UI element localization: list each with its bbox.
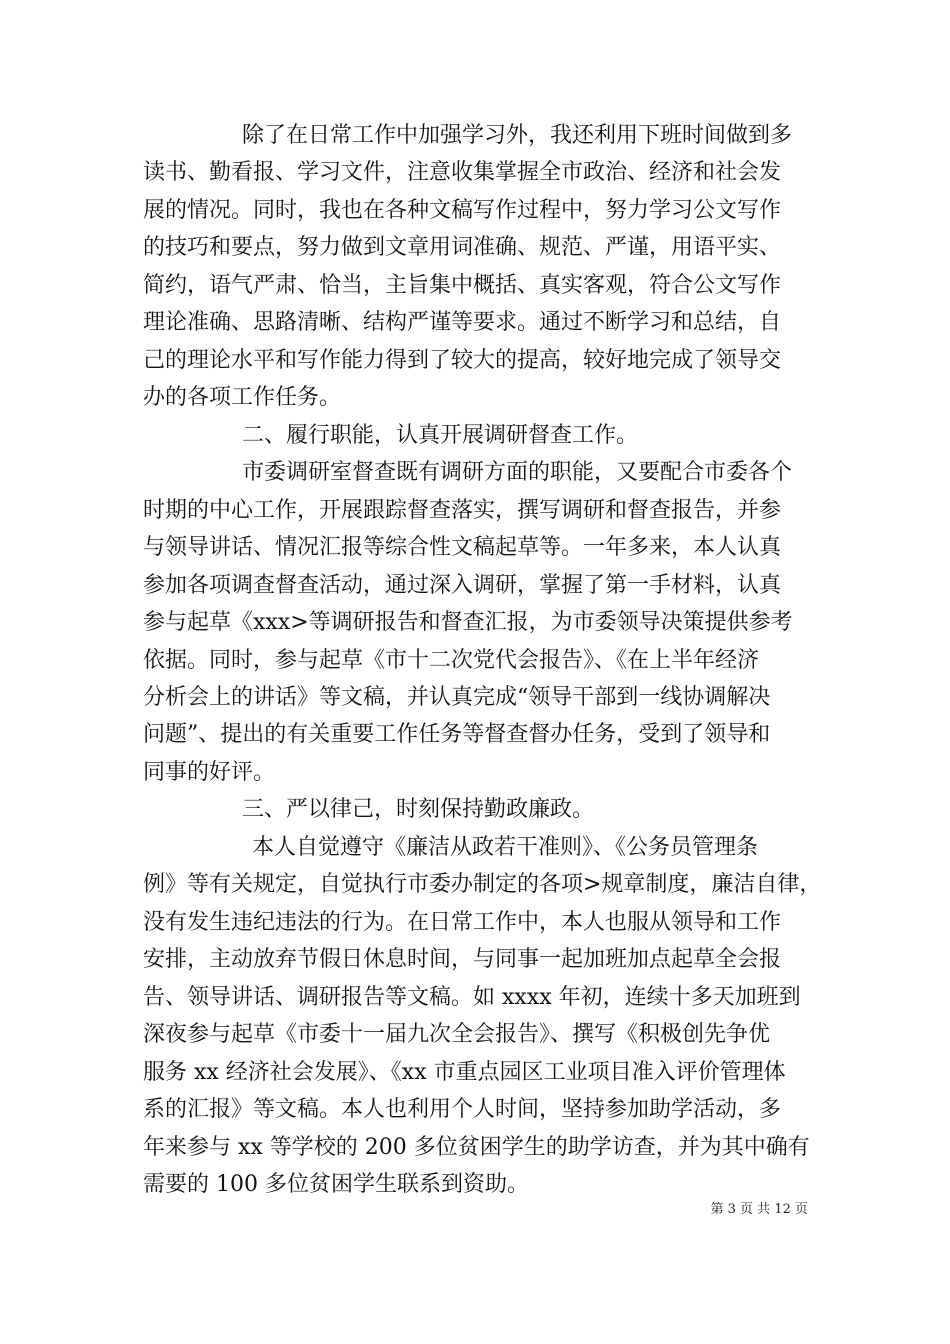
paragraph-2-line-2: 时期的中心工作，开展跟踪督查落实，撰写调研和督查报告，并参 [143, 498, 782, 523]
paragraph-3-line-1: 本人自觉遵守《廉洁从政若干准则》、《公务员管理条 [252, 835, 759, 860]
paragraph-1-line-5: 简约，语气严肃、恰当，主旨集中概括、真实客观，符合公文写作 [143, 273, 782, 298]
paragraph-2-line-4: 参加各项调查督查活动，通过深入调研，掌握了第一手材料，认真 [143, 573, 782, 598]
paragraph-3-line-9: 年来参与 xx 等学校的 200 多位贫困学生的助学访查，并为其中确有 [143, 1135, 810, 1160]
paragraph-1-line-1: 除了在日常工作中加强学习外，我还利用下班时间做到多 [242, 123, 793, 148]
paragraph-2-line-3: 与领导讲话、情况汇报等综合性文稿起草等。一年多来，本人认真 [143, 535, 782, 560]
paragraph-3-line-10: 需要的 100 多位贫困学生联系到资助。 [143, 1172, 529, 1197]
paragraph-2-line-6: 依据。同时，参与起草《市十二次党代会报告》、《在上半年经济 [143, 648, 760, 673]
paragraph-3-line-4: 安排，主动放弃节假日休息时间，与同事一起加班加点起草全会报 [143, 947, 782, 972]
section-heading-2: 二、履行职能，认真开展调研督查工作。 [242, 423, 639, 448]
paragraph-3-line-7: 服务 xx 经济社会发展》、《xx 市重点园区工业项目准入评价管理体 [143, 1060, 786, 1085]
paragraph-1-line-3: 展的情况。同时，我也在各种文稿写作过程中，努力学习公文写作 [143, 198, 782, 223]
paragraph-3-line-5: 告、领导讲话、调研报告等文稿。如 xxxx 年初，连续十多天加班到 [143, 985, 801, 1010]
paragraph-2-line-8: 问题”、提出的有关重要工作任务等督查督办任务，受到了领导和 [143, 722, 771, 747]
paragraph-3-line-3: 没有发生违纪违法的行为。在日常工作中，本人也服从领导和工作 [143, 910, 782, 935]
page-number: 第 3 页 共 12 页 [710, 1202, 808, 1217]
paragraph-1-line-6: 理论准确、思路清晰、结构严谨等要求。通过不断学习和总结，自 [143, 310, 782, 335]
paragraph-2-line-1: 市委调研室督查既有调研方面的职能，又要配合市委各个 [242, 460, 793, 485]
paragraph-3-line-2: 例》等有关规定，自觉执行市委办制定的各项>规章制度，廉洁自律， [143, 872, 822, 897]
paragraph-1-line-4: 的技巧和要点，努力做到文章用词准确、规范、严谨，用语平实、 [143, 235, 782, 260]
paragraph-1-line-8: 办的各项工作任务。 [143, 385, 342, 410]
paragraph-1-line-7: 己的理论水平和写作能力得到了较大的提高，较好地完成了领导交 [143, 348, 782, 373]
paragraph-2-line-7: 分析会上的讲话》等文稿，并认真完成“领导干部到一线协调解决 [143, 685, 771, 710]
paragraph-3-line-8: 系的汇报》等文稿。本人也利用个人时间，坚持参加助学活动，多 [143, 1097, 782, 1122]
paragraph-3-line-6: 深夜参与起草《市委十一届九次全会报告》、撰写《积极创先争优 [143, 1022, 771, 1047]
paragraph-2-line-5: 参与起草《xxx>等调研报告和督查汇报，为市委领导决策提供参考 [143, 610, 793, 635]
section-heading-3: 三、严以律己，时刻保持勤政廉政。 [242, 797, 595, 822]
paragraph-2-line-9: 同事的好评。 [143, 760, 276, 785]
paragraph-1-line-2: 读书、勤看报、学习文件，注意收集掌握全市政治、经济和社会发 [143, 160, 782, 185]
